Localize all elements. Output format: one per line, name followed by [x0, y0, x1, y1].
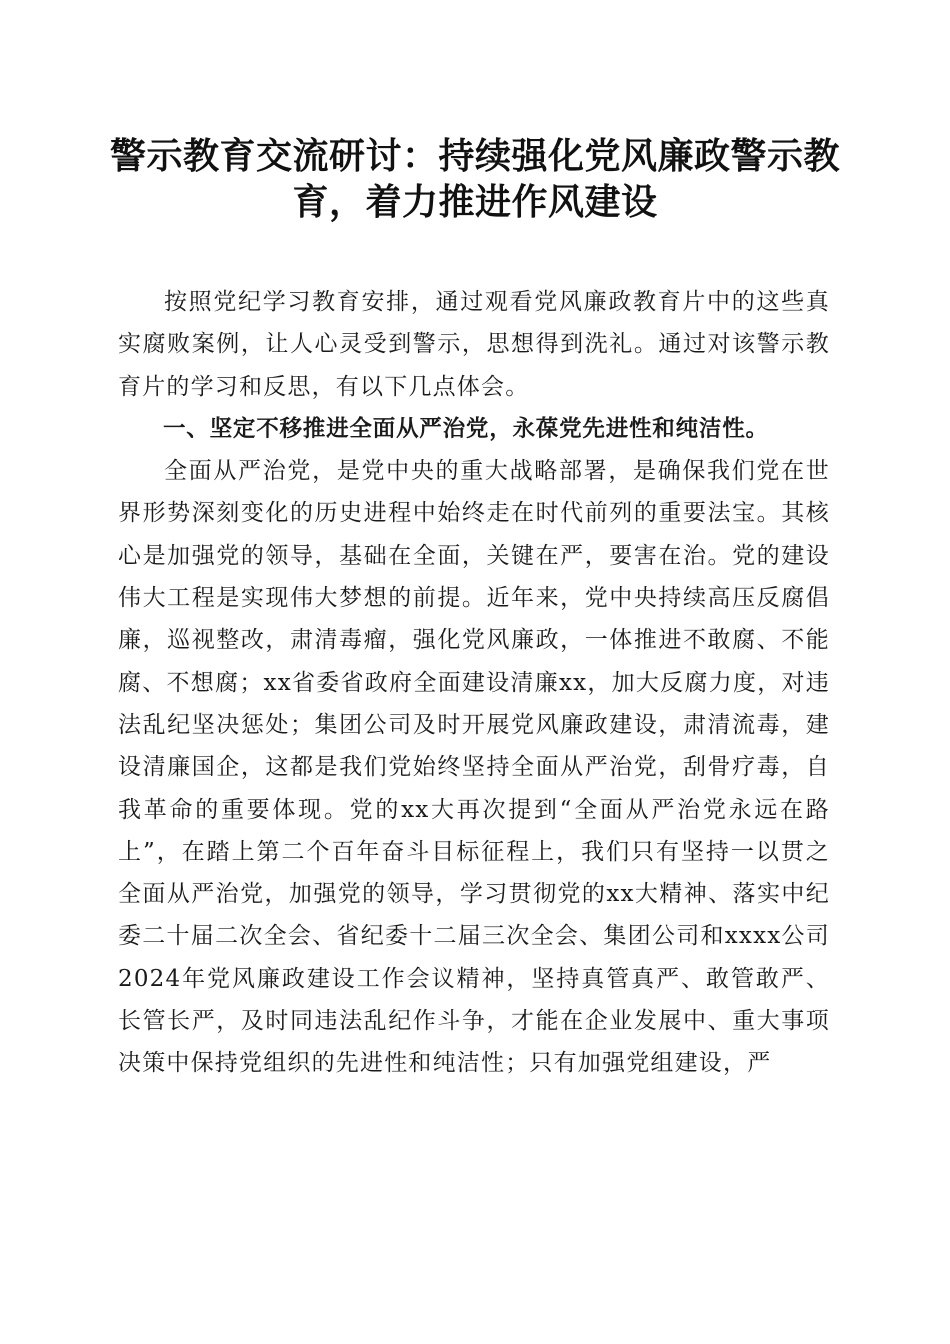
document-body — [118, 281, 830, 1085]
section-1-paragraph: 全面从严治党，是党中央的重大战略部署，是确保我们党在世界形势深刻变化的历史进程中始终走在时代前列的重要法宝。其核心是加强党的领导，基础在全面，关键在严，要害在治。党的建设伟大工程是实现伟大梦想的前提。近年来，党中央持续高压反腐倡廉，巡视整改，肃清毒瘤，强化党风廉政，一体推进不敢腐、不能腐、不想腐；xx省委省政府全面建设清廉xx，加大反腐力度，对违法乱纪坚决惩处；集团公司及时开展党风廉政建设，肃清流毒，建设清廉国企，这都是我们党始终坚持全面从严治党，刮骨疗毒，自我革命的重要体现。党的xx大再次提到“全面从严治党永远在路上”，在踏上第二个百年奋斗目标征程上，我们只有坚持一以贯之全面从严治党，加强党的领导，学习贯彻党的xx大精神、落实中纪委二十届二次全会、省纪委十二届三次全会、集团公司和xxxx公司2024年党风廉政建设工作会议精神，坚持真管真严、敢管敢严、长管长严，及时同违法乱纪作斗争，才能在企业发展中、重大事项决策中保持党组织的先进性和纯洁性；只有加强党组建设，严 — [118, 458, 830, 1077]
document-title: 警示教育交流研讨：持续强化党风廉政警示教育，着力推进作风建设 — [109, 136, 840, 223]
intro-paragraph: 按照党纪学习教育安排，通过观看党风廉政教育片中的这些真实腐败案例，让人心灵受到警示，思想得到洗礼。通过对该警示教育片的学习和反思，有以下几点体会。 — [118, 289, 830, 400]
section-heading-1: 一、坚定不移推进全面从严治党，永葆党先进性和纯洁性。 — [163, 415, 769, 442]
